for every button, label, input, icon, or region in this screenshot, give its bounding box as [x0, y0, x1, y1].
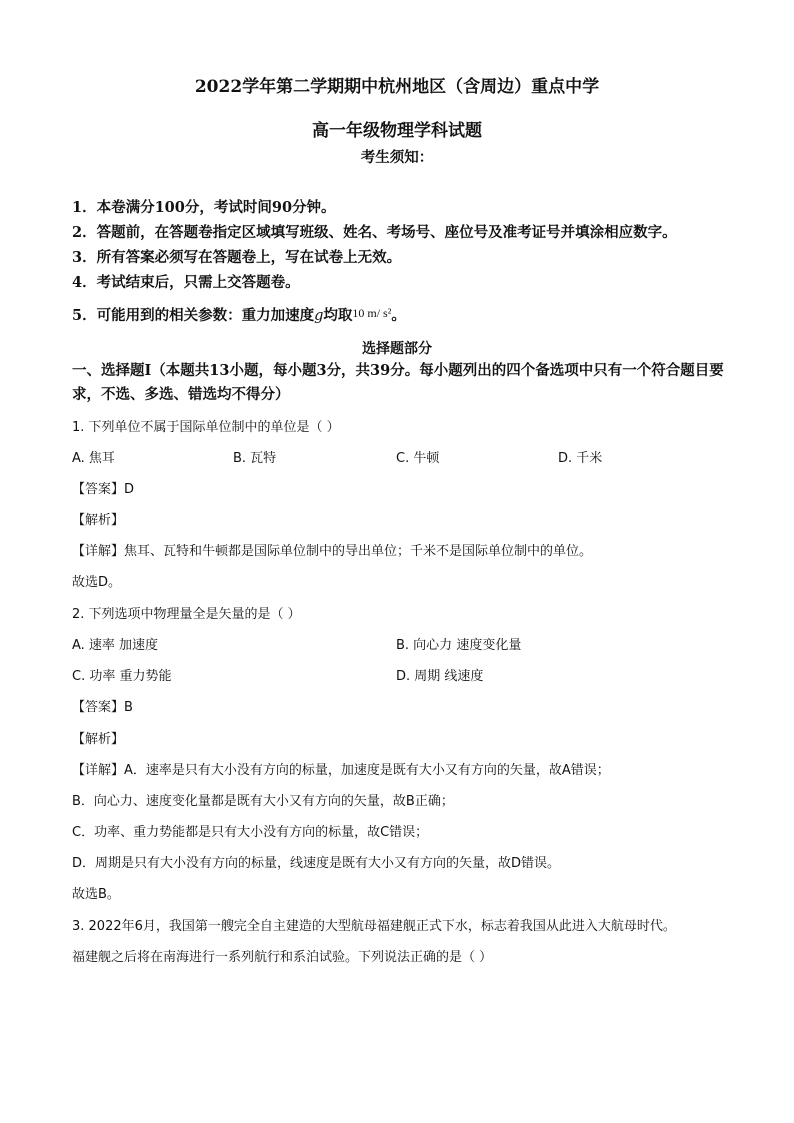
- notice-5-mid: 均取: [323, 307, 353, 324]
- gravity-unit: 10 m/ s²: [352, 306, 392, 320]
- section-heading: 一、选择题Ⅰ（本题共13小题，每小题3分，共39分。每小题列出的四个备选项中只有一个符合题目要求，不选、多选、错选均不得分）: [72, 362, 724, 403]
- q1-analysis: 【解析】: [72, 513, 125, 528]
- notice-title: 考生须知：: [360, 149, 434, 166]
- q2-option-c: C. 功率 重力势能: [72, 669, 172, 684]
- q1-answer: 【答案】D: [72, 482, 135, 497]
- q1-option-d: D. 千米: [558, 451, 603, 466]
- notice-item-2: 2．答题前，在答题卷指定区域填写班级、姓名、考场号、座位号及准考证号并填涂相应数字。: [72, 224, 677, 241]
- q2-analysis: 【解析】: [72, 732, 125, 747]
- q2-stem: 2. 下列选项中物理量全是矢量的是（ ）: [72, 607, 301, 622]
- q2-conclusion: 故选B。: [72, 887, 120, 902]
- q3-stem-line-1: 3. 2022年6月，我国第一艘完全自主建造的大型航母福建舰正式下水，标志着我国从此进入大航母时代。: [72, 919, 676, 934]
- gravity-symbol: g: [314, 308, 324, 324]
- section-title: 选择题部分: [362, 341, 432, 357]
- q1-option-a: A. 焦耳: [72, 451, 115, 466]
- q1-option-c: C. 牛顿: [396, 451, 440, 466]
- exam-subtitle: 高一年级物理学科试题: [312, 121, 482, 141]
- notice-item-5: [72, 304, 406, 325]
- notice-item-4: 4．考试结束后，只需上交答题卷。: [72, 274, 300, 291]
- q1-detail: 【详解】焦耳、瓦特和牛顿都是国际单位制中的导出单位；千米不是国际单位制中的单位。: [72, 544, 593, 559]
- q2-option-b: B. 向心力 速度变化量: [396, 638, 522, 653]
- exam-title: 2022学年第二学期期中杭州地区（含周边）重点中学: [194, 77, 600, 97]
- notice-item-1: 1．本卷满分100分，考试时间90分钟。: [72, 199, 336, 216]
- q1-conclusion: 故选D。: [72, 575, 122, 590]
- q2-option-d: D. 周期 线速度: [396, 669, 484, 684]
- notice-5-suffix: 。: [391, 307, 406, 324]
- q2-detail-a: 【详解】A．速率是只有大小没有方向的标量，加速度是既有大小又有方向的矢量，故A错误；: [72, 763, 610, 778]
- q2-detail-c: C．功率、重力势能都是只有大小没有方向的标量，故C错误；: [72, 825, 429, 840]
- q2-detail-b: B．向心力、速度变化量都是既有大小又有方向的矢量，故B正确；: [72, 794, 454, 809]
- q3-stem-line-2: 福建舰之后将在南海进行一系列航行和系泊试验。下列说法正确的是（ ）: [72, 950, 493, 965]
- q2-answer: 【答案】B: [72, 700, 133, 715]
- q2-detail-d: D．周期是只有大小没有方向的标量，线速度是既有大小又有方向的矢量，故D错误。: [72, 856, 561, 871]
- q2-option-a: A. 速率 加速度: [72, 638, 159, 653]
- q1-option-b: B. 瓦特: [233, 451, 277, 466]
- notice-5-prefix: 5．可能用到的相关参数：重力加速度: [72, 307, 315, 324]
- q1-stem: 1. 下列单位不属于国际单位制中的单位是（ ）: [72, 420, 340, 435]
- notice-item-3: 3．所有答案必须写在答题卷上，写在试卷上无效。: [72, 249, 402, 266]
